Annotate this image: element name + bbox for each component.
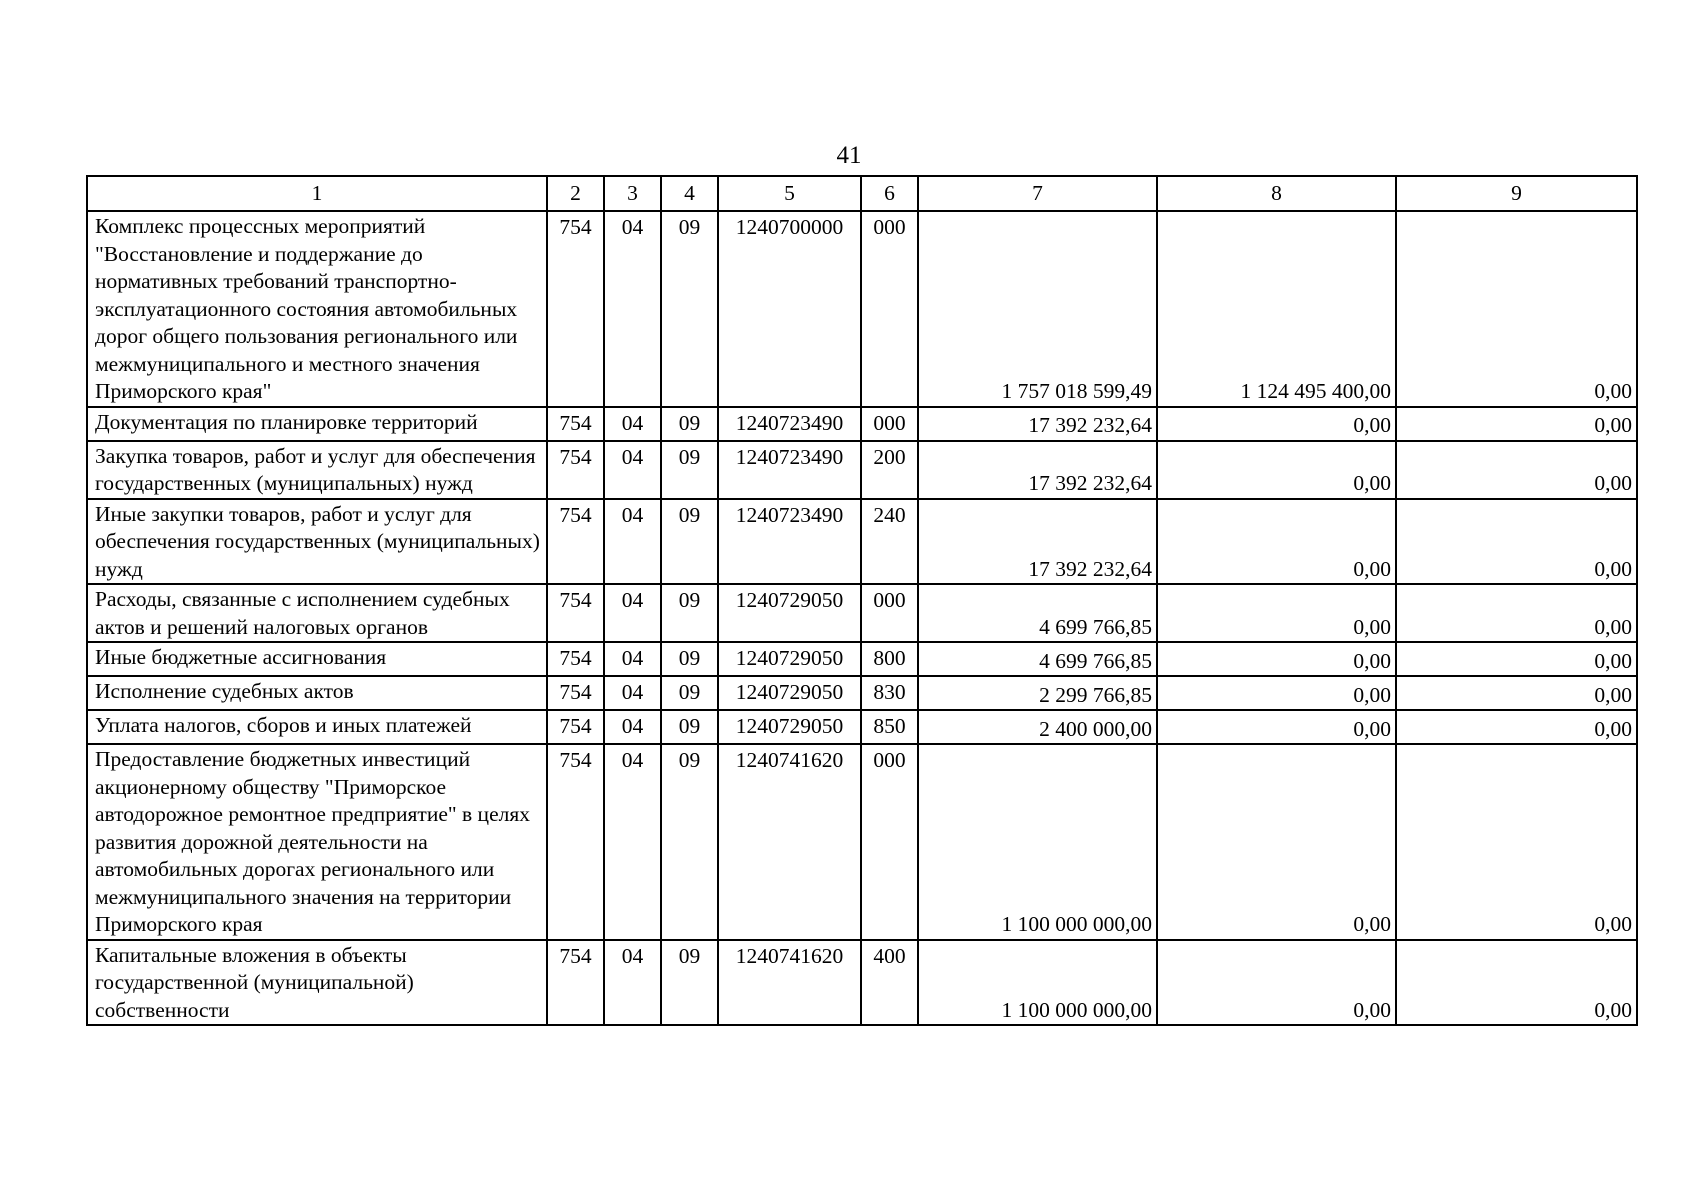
- amount-3-cell: 0,00: [1396, 407, 1637, 441]
- subsection-code-cell: 09: [661, 441, 718, 499]
- amount-1-cell: 4 699 766,85: [918, 642, 1157, 676]
- expense-type-cell: 000: [861, 211, 918, 407]
- amount-1-cell: 17 392 232,64: [918, 441, 1157, 499]
- expense-type-cell: 000: [861, 584, 918, 642]
- target-code-cell: 1240729050: [718, 676, 861, 710]
- amount-1-cell: 2 400 000,00: [918, 710, 1157, 744]
- target-code-cell: 1240729050: [718, 584, 861, 642]
- target-code-cell: 1240723490: [718, 441, 861, 499]
- table-row: [87, 676, 1637, 710]
- amount-2-cell: 1 124 495 400,00: [1157, 211, 1396, 407]
- expense-type-cell: 850: [861, 710, 918, 744]
- header-cell: 1: [87, 176, 547, 211]
- item-name-cell: Расходы, связанные с исполнением судебных актов и решений налоговых органов: [87, 584, 547, 642]
- item-name-cell: Закупка товаров, работ и услуг для обеспечения государственных (муниципальных) нужд: [87, 441, 547, 499]
- section-code-cell: 04: [604, 441, 661, 499]
- item-name-cell: Капитальные вложения в объекты государственной (муниципальной) собственности: [87, 940, 547, 1026]
- ministry-code-cell: 754: [547, 744, 604, 940]
- amount-1-cell: 17 392 232,64: [918, 407, 1157, 441]
- table-row: [87, 642, 1637, 676]
- table-row: [87, 211, 1637, 407]
- expense-type-cell: 800: [861, 642, 918, 676]
- subsection-code-cell: 09: [661, 710, 718, 744]
- amount-2-cell: 0,00: [1157, 642, 1396, 676]
- subsection-code-cell: 09: [661, 499, 718, 585]
- subsection-code-cell: 09: [661, 584, 718, 642]
- amount-1-cell: 1 100 000 000,00: [918, 744, 1157, 940]
- amount-2-cell: 0,00: [1157, 676, 1396, 710]
- ministry-code-cell: 754: [547, 710, 604, 744]
- header-cell: 2: [547, 176, 604, 211]
- target-code-cell: 1240729050: [718, 710, 861, 744]
- amount-2-cell: 0,00: [1157, 710, 1396, 744]
- target-code-cell: 1240723490: [718, 499, 861, 585]
- amount-2-cell: 0,00: [1157, 499, 1396, 585]
- budget-table: [86, 175, 1638, 1026]
- item-name-cell: Предоставление бюджетных инвестиций акционерному обществу "Приморское автодорожное ремонтное предприятие" в целях развития дорожной деятельности на автомобильных дорогах регионального или межмуниципального значения на территории Приморского края: [87, 744, 547, 940]
- subsection-code-cell: 09: [661, 211, 718, 407]
- header-cell: 9: [1396, 176, 1637, 211]
- ministry-code-cell: 754: [547, 441, 604, 499]
- amount-1-cell: 2 299 766,85: [918, 676, 1157, 710]
- amount-3-cell: 0,00: [1396, 940, 1637, 1026]
- target-code-cell: 1240741620: [718, 744, 861, 940]
- subsection-code-cell: 09: [661, 744, 718, 940]
- ministry-code-cell: 754: [547, 211, 604, 407]
- ministry-code-cell: 754: [547, 407, 604, 441]
- table-row: [87, 710, 1637, 744]
- amount-2-cell: 0,00: [1157, 744, 1396, 940]
- amount-3-cell: 0,00: [1396, 676, 1637, 710]
- amount-2-cell: 0,00: [1157, 584, 1396, 642]
- header-cell: 3: [604, 176, 661, 211]
- target-code-cell: 1240729050: [718, 642, 861, 676]
- section-code-cell: 04: [604, 744, 661, 940]
- header-cell: 6: [861, 176, 918, 211]
- item-name-cell: Комплекс процессных мероприятий "Восстановление и поддержание до нормативных требований транспортно-эксплуатационного состояния автомобильных дорог общего пользования регионального или межмуниципального и местного значения Приморского края": [87, 211, 547, 407]
- table-row: [87, 407, 1637, 441]
- section-code-cell: 04: [604, 584, 661, 642]
- target-code-cell: 1240741620: [718, 940, 861, 1026]
- ministry-code-cell: 754: [547, 499, 604, 585]
- expense-type-cell: 200: [861, 441, 918, 499]
- header-cell: 4: [661, 176, 718, 211]
- item-name-cell: Иные бюджетные ассигнования: [87, 642, 547, 676]
- amount-2-cell: 0,00: [1157, 441, 1396, 499]
- table-row: [87, 584, 1637, 642]
- subsection-code-cell: 09: [661, 642, 718, 676]
- section-code-cell: 04: [604, 642, 661, 676]
- amount-3-cell: 0,00: [1396, 744, 1637, 940]
- subsection-code-cell: 09: [661, 940, 718, 1026]
- item-name-cell: Уплата налогов, сборов и иных платежей: [87, 710, 547, 744]
- page-number: 41: [836, 142, 862, 169]
- amount-1-cell: 17 392 232,64: [918, 499, 1157, 585]
- amount-1-cell: 4 699 766,85: [918, 584, 1157, 642]
- item-name-cell: Документация по планировке территорий: [87, 407, 547, 441]
- expense-type-cell: 830: [861, 676, 918, 710]
- amount-3-cell: 0,00: [1396, 211, 1637, 407]
- section-code-cell: 04: [604, 407, 661, 441]
- table-row: [87, 441, 1637, 499]
- ministry-code-cell: 754: [547, 642, 604, 676]
- target-code-cell: 1240723490: [718, 407, 861, 441]
- ministry-code-cell: 754: [547, 676, 604, 710]
- ministry-code-cell: 754: [547, 940, 604, 1026]
- amount-1-cell: 1 757 018 599,49: [918, 211, 1157, 407]
- section-code-cell: 04: [604, 710, 661, 744]
- amount-3-cell: 0,00: [1396, 499, 1637, 585]
- ministry-code-cell: 754: [547, 584, 604, 642]
- expense-type-cell: 000: [861, 744, 918, 940]
- expense-type-cell: 240: [861, 499, 918, 585]
- table-row: [87, 940, 1637, 1026]
- subsection-code-cell: 09: [661, 676, 718, 710]
- item-name-cell: Исполнение судебных актов: [87, 676, 547, 710]
- amount-3-cell: 0,00: [1396, 584, 1637, 642]
- amount-3-cell: 0,00: [1396, 441, 1637, 499]
- table-header: [87, 176, 1637, 211]
- header-cell: 8: [1157, 176, 1396, 211]
- header-cell: 5: [718, 176, 861, 211]
- table-row: [87, 499, 1637, 585]
- table-body: [87, 211, 1637, 1025]
- expense-type-cell: 400: [861, 940, 918, 1026]
- section-code-cell: 04: [604, 940, 661, 1026]
- amount-3-cell: 0,00: [1396, 642, 1637, 676]
- target-code-cell: 1240700000: [718, 211, 861, 407]
- amount-3-cell: 0,00: [1396, 710, 1637, 744]
- amount-2-cell: 0,00: [1157, 407, 1396, 441]
- table-row: [87, 744, 1637, 940]
- section-code-cell: 04: [604, 676, 661, 710]
- amount-1-cell: 1 100 000 000,00: [918, 940, 1157, 1026]
- item-name-cell: Иные закупки товаров, работ и услуг для обеспечения государственных (муниципальных) нужд: [87, 499, 547, 585]
- expense-type-cell: 000: [861, 407, 918, 441]
- section-code-cell: 04: [604, 211, 661, 407]
- subsection-code-cell: 09: [661, 407, 718, 441]
- header-cell: 7: [918, 176, 1157, 211]
- amount-2-cell: 0,00: [1157, 940, 1396, 1026]
- section-code-cell: 04: [604, 499, 661, 585]
